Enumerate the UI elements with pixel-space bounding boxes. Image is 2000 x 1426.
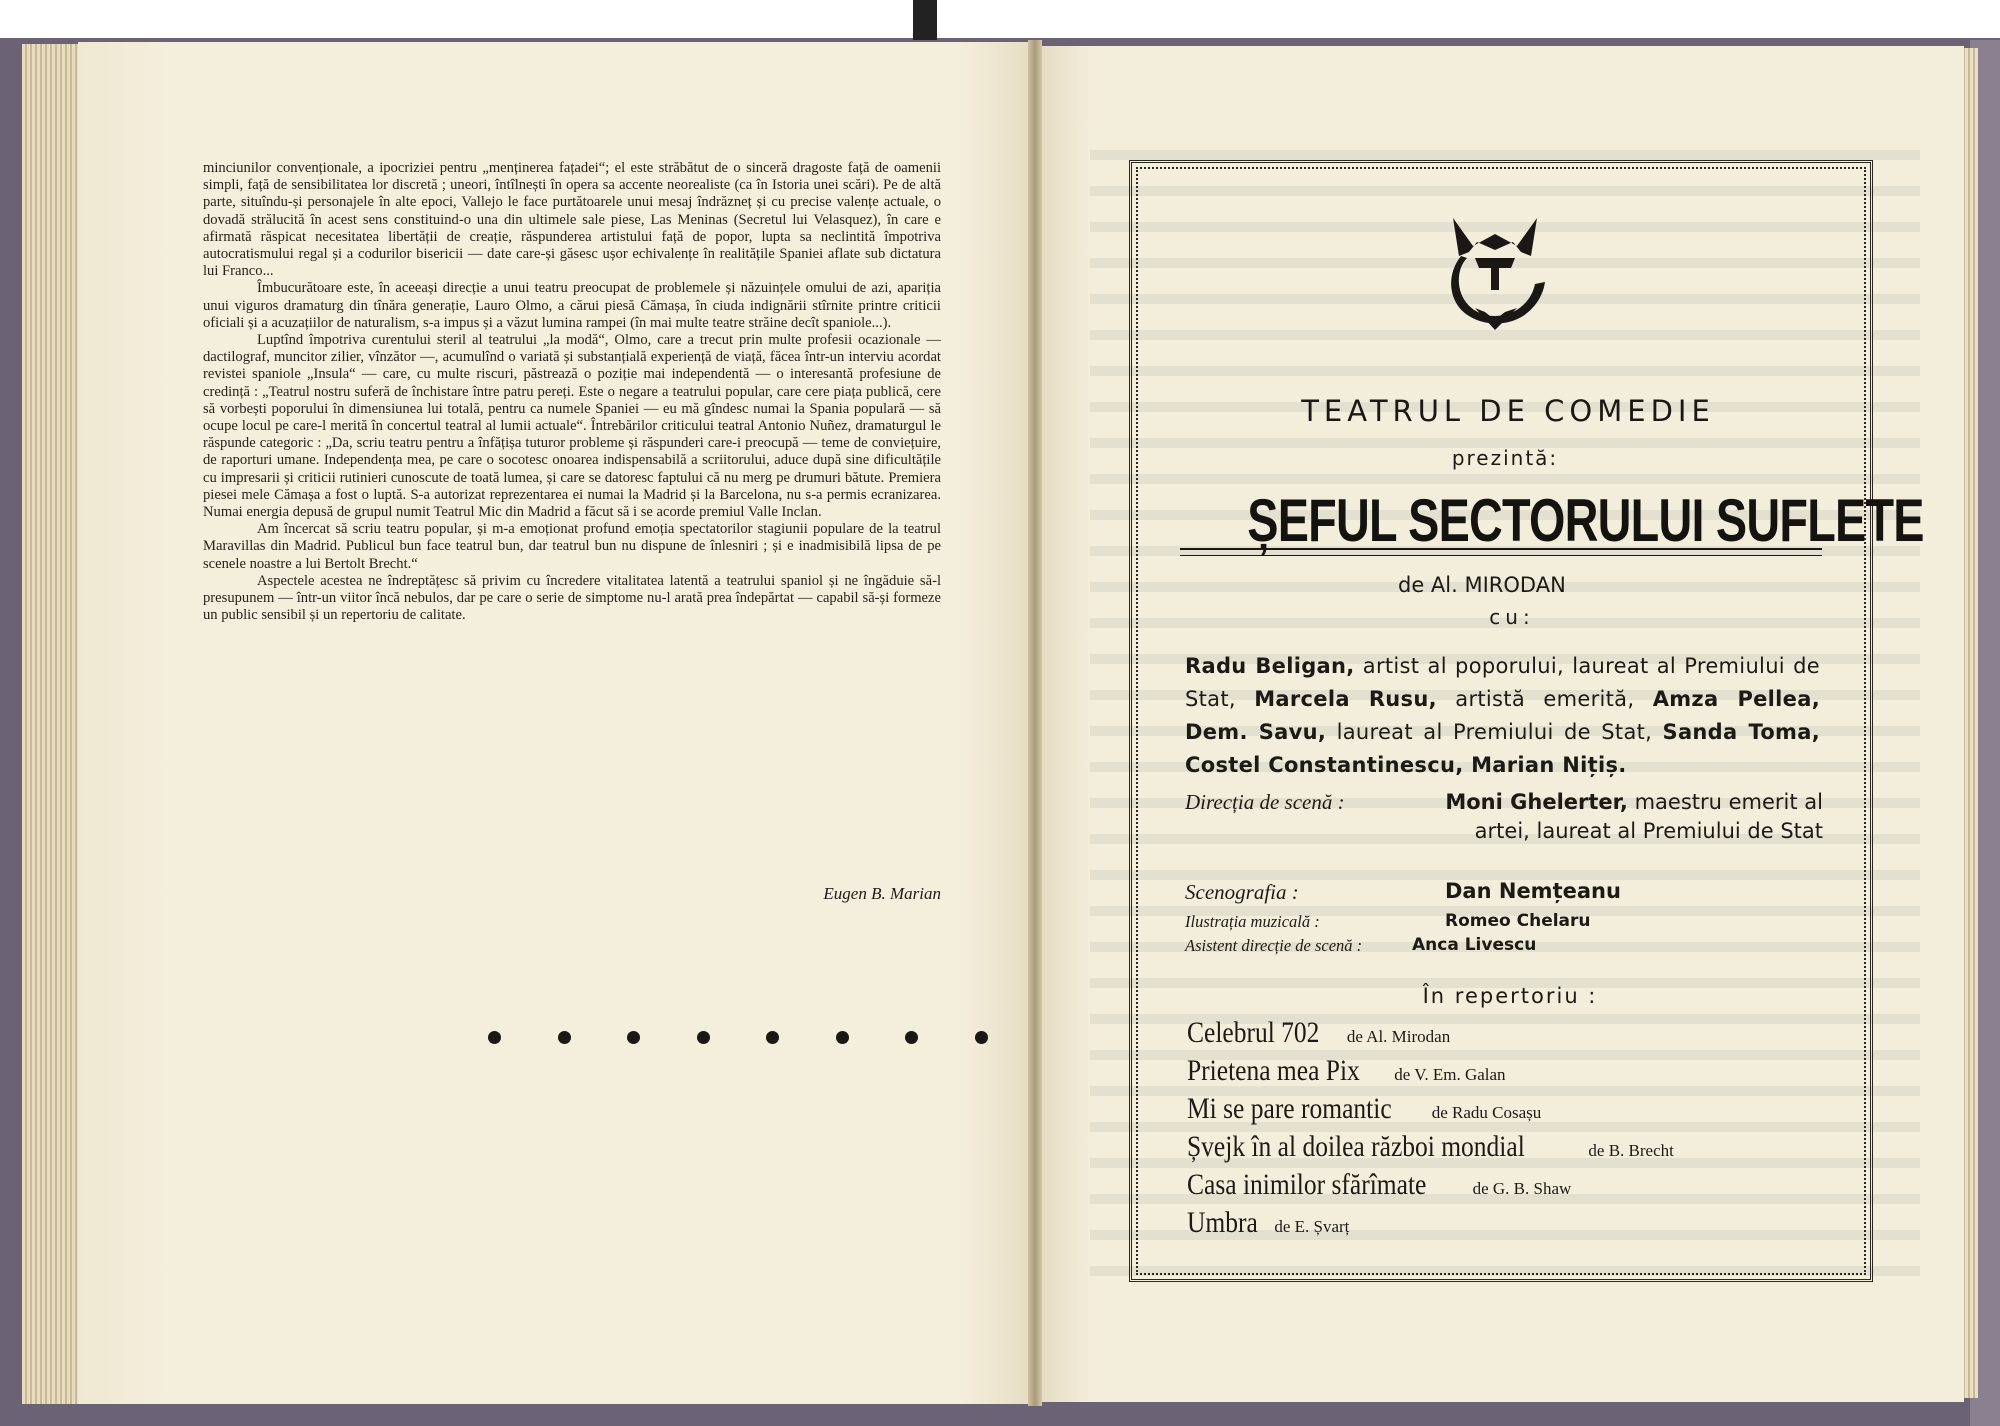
- repertoire-author: de Al. Mirodan: [1346, 1027, 1451, 1046]
- cast-name: Radu Beligan,: [1185, 654, 1355, 678]
- cast-role: artist al poporului, laureat al Premiului de Stat,: [1185, 654, 1820, 711]
- scenography-label: Scenografia :: [1185, 880, 1299, 904]
- repertoire-title: Casa inimilor sfărîmate: [1187, 1168, 1427, 1201]
- scenography-value: Dan Nemțeanu: [1445, 879, 1621, 903]
- assistant-label: Asistent direcție de scenă :: [1185, 936, 1363, 955]
- repertoire-title: Umbra: [1187, 1206, 1258, 1239]
- article-paragraph: Îmbucurătoare este, în aceeași direcție a unui teatru preocupat de problemele și năzuințele omului de azi, apariția unui viguros dramaturg din tînăra generație, Lauro Olmo, a cărui piesă Cămașa, în ciuda indignării stîrnite printre criticii oficiali și a acuzațiilor de naturalism, s-a impus și a văzut lumina rampei (în mai multe teatre străine decît spaniole...).: [203, 280, 941, 331]
- repertoire-author: de G. B. Shaw: [1472, 1179, 1572, 1198]
- direction-credit: [1443, 788, 1823, 846]
- article-signature: Eugen B. Marian: [823, 884, 941, 903]
- director-title: maestru emerit al artei, laureat al Premiului de Stat: [1474, 790, 1823, 843]
- article-paragraph: Luptînd împotriva curentului steril al teatrului „la modă“, Olmo, care a trecut prin multe profesii ocazionale — dactilograf, muncitor zilier, vînzător —, acumulînd o variată și substanțială experiență de viață, făcea într-un interviu acordat revistei spaniole „Insula“ — care, cu multe riscuri, păstrează o poziție mai independentă — o interesantă profesiune de credință : „Teatrul nostru suferă de închistare între patru pereți. Este o negare a teatrului popular, care cere piața publică, cere să vorbești poporului în dimensiunea lui totală, pentru ca numele Spaniei — eu mă gîndesc numai la Spania populară — să ocupe locul pe care-l merită în concertul teatral al lumii actuale“. Întrebărilor criticului teatral Antonio Nuñez, dramaturgul le răspunde categoric : „Da, scriu teatru pentru a înfățișa tuturor probleme și răspunderi care-i preocupă — teme de conviețuire, de raporturi umane. Independența mea, pe care o socotesc onoarea indispensabilă a scriitorului, aduce după sine dificultățile cu impresarii și criticii rutinieri cunoscute de toată lumea, și care se datoresc faptului că nu merg pe drumuri bătute. Premiera piesei mele Cămașa a fost o luptă. S-a autorizat reprezentarea ei numai la Madrid și la Barcelona, nu s-a permis ecranizarea. Numai energia depusă de grupul numit Teatrul Mic din Madrid a făcut să i se acorde premiul Valle Inclan.: [203, 332, 941, 521]
- repertoire-item: [1187, 1130, 1827, 1168]
- presents-label: prezintă:: [1451, 446, 1559, 470]
- repertoire-item: [1187, 1054, 1827, 1092]
- repertoire-item: [1187, 1092, 1827, 1130]
- book-gutter: [1028, 40, 1042, 1406]
- theatre-name: TEATRUL DE COMEDIE: [1301, 394, 1715, 428]
- repertoire-title: Mi se pare romantic: [1187, 1092, 1392, 1125]
- music-label: Ilustrația muzicală :: [1185, 912, 1320, 931]
- cast-role: laureat al Premiului de Stat,: [1326, 720, 1663, 744]
- divider-dot: [627, 1031, 640, 1044]
- cast-list: [1185, 650, 1820, 782]
- repertoire-title: Șvejk în al doilea război mondial: [1187, 1130, 1525, 1163]
- music-value: Romeo Chelaru: [1445, 911, 1591, 931]
- article-text: [203, 160, 941, 624]
- repertoire-author: de V. Em. Galan: [1394, 1065, 1506, 1084]
- repertoire-item: [1187, 1206, 1827, 1244]
- repertoire-author: de Radu Cosașu: [1431, 1103, 1542, 1122]
- divider-dot: [905, 1031, 918, 1044]
- repertoire-item: [1187, 1016, 1827, 1054]
- theatre-mask-logo-icon: [1435, 212, 1555, 336]
- repertoire-author: de B. Brecht: [1588, 1141, 1674, 1160]
- direction-label: Direcția de scenă :: [1185, 790, 1345, 814]
- article-paragraph: minciunilor convenționale, a ipocriziei pentru „menținerea fațadei“; el este străbătut de o sinceră dragoste față de oamenii simpli, față de sensibilitatea lor discretă ; uneori, întîlnești în opera sa accente neorealiste (ca în Istoria unei scări). Pe de altă parte, situîndu-și personajele în alte epoci, Vallejo le face purtătoarele unui mesaj îndrăzneț și cu precise valențe actuale, o dovadă strălucită în acest sens constituind-o una din ultimele sale piese, Las Meninas (Secretul lui Velasquez), în care e afirmată răspicat necesitatea libertății de creație, răspunderea artistului față de popor, lupta sa neclintită împotriva autocratismului regal și a codurilor bisericii — date care-și găsesc ușor echivalențe în realitățile Spaniei aflate sub dictatura lui Franco...: [203, 160, 941, 280]
- divider-dot: [558, 1031, 571, 1044]
- repertoire-author: de E. Șvarț: [1274, 1217, 1350, 1236]
- cast-name: Sanda Toma, Costel Constantinescu, Marian Nițiș.: [1185, 720, 1820, 777]
- repertoire-title: Celebrul 702: [1187, 1016, 1320, 1049]
- cast-intro: cu:: [1489, 605, 1535, 629]
- section-divider-dots: [488, 1026, 988, 1048]
- divider-dot: [488, 1031, 501, 1044]
- article-paragraph: Aspectele acestea ne îndreptățesc să privim cu încredere vitalitatea latentă a teatrului spaniol și ne îngăduie să-l presupunem — într-un viitor încă nebulos, dar pe care o serie de simptome nu-l arată prea îndepărtat — capabil să-și formeze un public sensibil și un repertoriu de calitate.: [203, 572, 941, 624]
- repertoire-item: [1187, 1168, 1827, 1206]
- cast-role: artistă emerită,: [1436, 687, 1653, 711]
- repertoire-title: Prietena mea Pix: [1187, 1054, 1360, 1087]
- divider-dot: [836, 1031, 849, 1044]
- bookmark-ribbon: [913, 0, 937, 40]
- play-title: ȘEFUL SECTORULUI SUFLETE: [1247, 487, 1924, 554]
- article-paragraph: Am încercat să scriu teatru popular, și m-a emoționat profund emoția spectatorilor stagiunii populare de la teatrul Maravillas din Madrid. Publicul bun face teatrul bun, dar teatrul bun nu dispune de înlesniri ; și e inadmisibilă lipsa de pe scenele noastre a lui Bertolt Brecht.“: [203, 521, 941, 572]
- director-name: Moni Ghelerter,: [1445, 790, 1628, 814]
- page-stack-left: [22, 44, 82, 1404]
- title-underline: [1180, 548, 1822, 556]
- assistant-value: Anca Livescu: [1412, 935, 1537, 955]
- divider-dot: [697, 1031, 710, 1044]
- divider-dot: [766, 1031, 779, 1044]
- divider-dot: [975, 1031, 988, 1044]
- repertoire-list: [1187, 1016, 1827, 1244]
- repertoire-heading: În repertoriu :: [1422, 984, 1598, 1008]
- play-author: de Al. MIRODAN: [1398, 573, 1566, 597]
- cast-name: Marcela Rusu,: [1254, 687, 1437, 711]
- cast-name: Amza Pellea, Dem. Savu,: [1185, 687, 1820, 744]
